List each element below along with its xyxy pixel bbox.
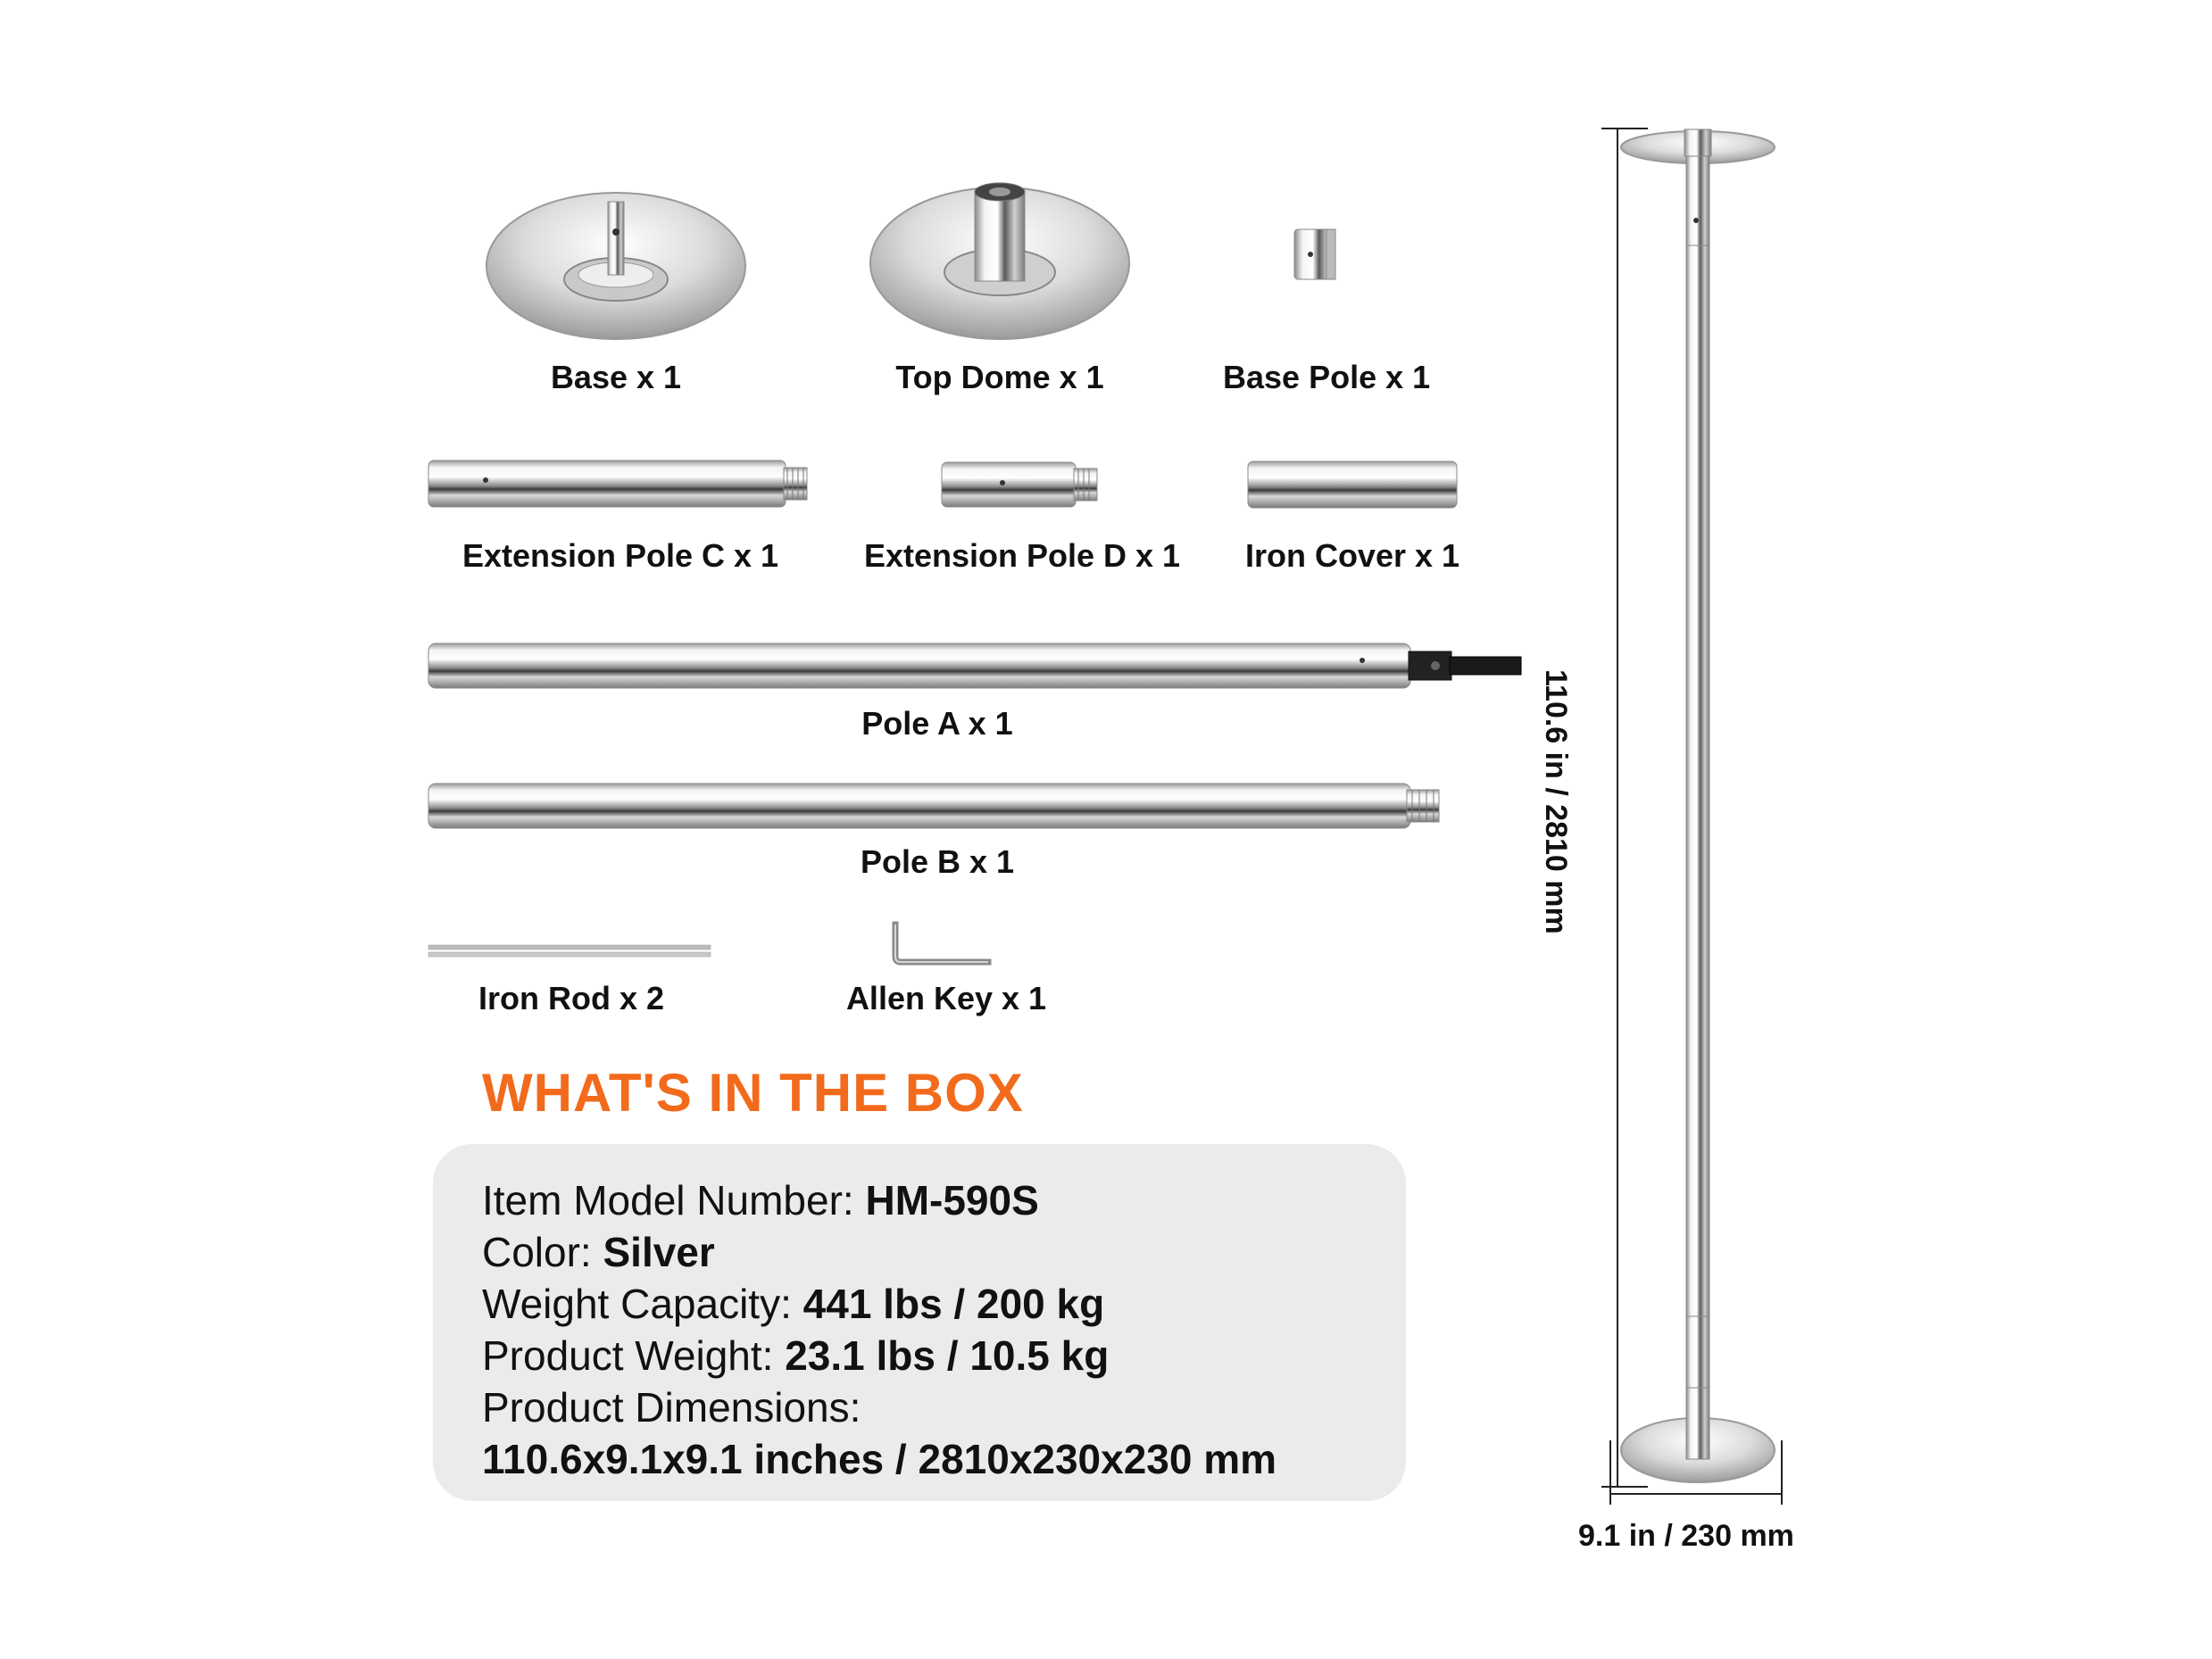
- spec-model-value: HM-590S: [865, 1177, 1039, 1224]
- top-dome-label: Top Dome x 1: [895, 359, 1104, 395]
- spec-capacity-label: Weight Capacity:: [482, 1281, 803, 1327]
- width-dimension-label: 9.1 in / 230 mm: [1578, 1519, 1794, 1553]
- spec-color-value: Silver: [603, 1229, 715, 1275]
- extension-pole-d-icon: [940, 460, 1101, 509]
- pole-b-label: Pole B x 1: [860, 843, 1015, 880]
- pole-a-icon: [427, 641, 1525, 691]
- spec-model-label: Item Model Number:: [482, 1177, 866, 1224]
- allen-key-icon: [888, 921, 995, 966]
- base-disc-icon: [482, 186, 750, 346]
- extension-pole-c-label: Extension Pole C x 1: [462, 537, 779, 574]
- spec-weight: [482, 1331, 1109, 1380]
- spec-weight-label: Product Weight:: [482, 1332, 786, 1379]
- spec-model: [482, 1176, 1039, 1224]
- height-dimension-label: 110.6 in / 2810 mm: [1539, 669, 1573, 934]
- spec-dims-value: [482, 1435, 1276, 1483]
- spec-dims-value-text: 110.6x9.1x9.1 inches / 2810x230x230 mm: [482, 1436, 1277, 1482]
- base-pole-label: Base Pole x 1: [1223, 359, 1431, 395]
- spec-capacity: [482, 1280, 1104, 1328]
- spec-color: [482, 1228, 715, 1276]
- iron-cover-label: Iron Cover x 1: [1244, 537, 1460, 574]
- spec-capacity-value: 441 lbs / 200 kg: [802, 1281, 1105, 1327]
- pole-b-icon: [427, 781, 1444, 831]
- extension-pole-c-icon: [427, 457, 811, 510]
- iron-rod-label: Iron Rod x 2: [478, 980, 665, 1016]
- spec-color-label: Color:: [482, 1229, 603, 1275]
- iron-cover-icon: [1246, 459, 1460, 510]
- width-dimension-line: [1607, 1437, 1785, 1508]
- top-dome-icon: [866, 174, 1134, 344]
- pole-a-label: Pole A x 1: [861, 705, 1013, 742]
- spec-weight-value: 23.1 lbs / 10.5 kg: [785, 1332, 1110, 1379]
- section-title: WHAT'S IN THE BOX: [482, 1063, 1024, 1123]
- allen-key-label: Allen Key x 1: [845, 980, 1047, 1016]
- base-label: Base x 1: [550, 359, 682, 395]
- spec-dims-label: Product Dimensions:: [482, 1384, 861, 1431]
- iron-rod-icon: [427, 942, 712, 960]
- extension-pole-d-label: Extension Pole D x 1: [863, 537, 1181, 574]
- base-pole-icon: [1293, 228, 1337, 281]
- height-dimension-line: [1598, 125, 1651, 1490]
